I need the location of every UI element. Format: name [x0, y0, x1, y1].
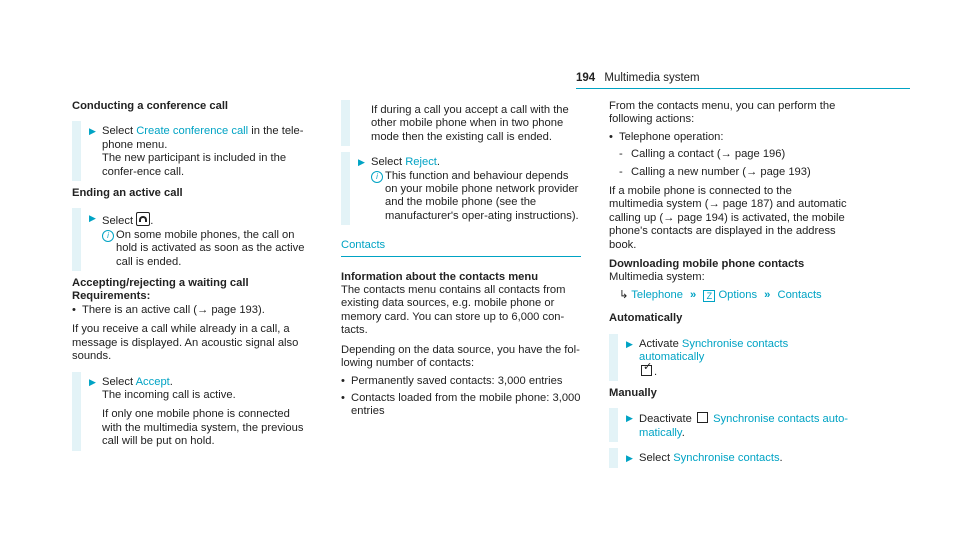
step-text: in the tele-phone menu.: [102, 125, 304, 151]
requirement-text: There is an active call (: [82, 303, 198, 316]
dash-text: Calling a new number (: [631, 165, 747, 178]
step-end-call: ▶ Select . i On some mobile phones, the call on hold is activated as soon as the active call is ended.: [72, 212, 312, 269]
arrow-ref-icon: →: [663, 211, 678, 224]
path-options[interactable]: Options: [718, 288, 758, 301]
sync-contacts-link[interactable]: Synchronise contacts: [673, 452, 780, 465]
section-title-contacts: Contacts: [341, 239, 386, 252]
heading-requirements: Requirements:: [72, 290, 151, 303]
header-divider: [576, 88, 910, 89]
create-conference-call-link[interactable]: Create conference call: [136, 125, 249, 138]
step-accept: ▶ Select Accept. The incoming call is active. If only one mobile phone is connected with the multimedia system, the previous call will be put on hold.: [72, 376, 312, 449]
step-text: Select: [639, 452, 671, 465]
step-create-conference: [72, 125, 312, 179]
info-icon: i: [371, 171, 383, 183]
note: [102, 229, 312, 269]
step-arrow-icon: ▶: [626, 338, 633, 349]
step-arrow-icon: ▶: [626, 453, 633, 464]
page-ref-link[interactable]: page 193): [760, 165, 811, 178]
bullet-saved-contacts: • Permanently saved contacts: 3,000 entries: [341, 375, 581, 388]
column-3: [609, 100, 849, 466]
step-text: Select: [371, 156, 403, 169]
chevron-right-icon: »: [690, 288, 697, 301]
step-arrow-icon: ▶: [89, 126, 96, 137]
bullet-telephone-operation: • Telephone operation:: [609, 131, 849, 144]
options-icon[interactable]: Z: [703, 290, 715, 302]
step-text: Select: [102, 375, 134, 388]
heading-info-contacts: Information about the contacts menu: [341, 270, 539, 283]
page-header-title: Multimedia system: [604, 72, 700, 84]
heading-automatically: Automatically: [609, 312, 683, 325]
sync-contacts-auto-link[interactable]: Synchronise contacts automatically: [639, 337, 789, 364]
step-sync-contacts: ▶ Select Synchronise contacts.: [609, 452, 849, 465]
step-text: Select: [102, 125, 134, 138]
checkbox-checked-icon[interactable]: [641, 365, 652, 376]
step-arrow-icon: ▶: [626, 413, 633, 424]
note: [371, 170, 581, 224]
path-contacts[interactable]: Contacts: [777, 288, 822, 301]
heading-ending: Ending an active call: [72, 187, 183, 200]
reject-link[interactable]: Reject: [405, 156, 437, 169]
section-divider: [341, 256, 581, 257]
column-2: [341, 100, 581, 419]
path-telephone[interactable]: Telephone: [631, 288, 683, 301]
arrow-ref-icon: →: [708, 198, 723, 211]
heading-downloading: Downloading mobile phone contacts: [609, 258, 805, 271]
step-description: The new participant is included in the confer-ence call.: [102, 152, 287, 178]
path-start-icon: ↳: [619, 288, 629, 301]
info-paragraph: The contacts menu contains all contacts from existing data sources, e.g. mobile phone or memory card. You can store up to 6,000 con-tacts.: [341, 284, 566, 337]
step-deactivate-sync: ▶ Deactivate Synchronise contacts auto-matically.: [609, 412, 849, 440]
step-text: Select: [102, 215, 134, 228]
step-reject: ▶ Select Reject. i This function and behaviour depends on your mobile phone network provider and the mobile phone (see the manufacturer's oper-ating instructions).: [341, 156, 581, 223]
heading-accepting: Accepting/rejecting a waiting call: [72, 277, 249, 290]
paragraph-reject-intro: If during a call you accept a call with the other mobile phone when in two phone mode then the existing call is ended.: [371, 104, 569, 143]
menu-path: [609, 289, 849, 302]
page-ref-link[interactable]: page 193).: [211, 303, 265, 316]
arrow-ref-icon: →: [746, 165, 761, 178]
page-header: [576, 72, 700, 85]
checkbox-unchecked-icon[interactable]: [697, 412, 708, 423]
step-text: Activate: [639, 337, 679, 350]
arrow-ref-icon: →: [197, 303, 212, 316]
step-activate-sync: ▶ Activate Synchronise contacts automatically ✓.: [609, 338, 849, 379]
bullet-loaded-contacts: • Contacts loaded from the mobile phone: 3,000 entries: [341, 392, 581, 419]
paragraph-receive: If you receive a call while already in a call, a message is displayed. An acoustic signal also sounds.: [72, 323, 299, 363]
dash-text: Calling a contact (: [631, 148, 721, 161]
multimedia-label: Multimedia system:: [609, 271, 705, 284]
step-arrow-icon: ▶: [358, 157, 365, 168]
sync-contacts-auto-link[interactable]: Synchronise contacts auto-matically: [639, 413, 849, 439]
note-text: On some mobile phones, the call on hold is activated as soon as the active call is ended.: [116, 228, 305, 268]
note-text: This function and behaviour depends on your mobile phone network provider and the mobile phone (see the manufacturer's oper-ating instructions).: [385, 169, 579, 222]
info-paragraph: Depending on the data source, you have the fol-lowing number of contacts:: [341, 343, 580, 370]
chevron-right-icon: »: [764, 288, 771, 301]
info-icon: i: [102, 230, 114, 242]
paragraph-connected: [609, 185, 849, 252]
step-continued: [341, 104, 581, 144]
column-1: [72, 100, 312, 449]
page-ref-link[interactable]: page 194) is activated, the mobile phone's contacts are displayed in the address book.: [609, 211, 845, 251]
paragraph-text: If a mobile phone is connected to the multimedia system (: [609, 185, 792, 211]
step-arrow-icon: ▶: [89, 376, 96, 387]
step-arrow-icon: ▶: [89, 213, 96, 224]
step-description: The incoming call is active.: [102, 388, 236, 401]
page-number: 194: [576, 72, 596, 84]
paragraph-intro: From the contacts menu, you can perform the following actions:: [609, 100, 836, 126]
page-ref-link[interactable]: page 187) and automatic calling up (: [609, 198, 847, 224]
heading-conference: Conducting a conference call: [72, 100, 229, 112]
page-ref-link[interactable]: page 196): [734, 148, 786, 161]
heading-manually: Manually: [609, 386, 657, 399]
arrow-ref-icon: →: [720, 148, 735, 161]
step-description: If only one mobile phone is connected with the multimedia system, the previous call will be put on hold.: [102, 408, 304, 448]
step-text: Deactivate: [639, 413, 692, 426]
accept-link[interactable]: Accept: [135, 375, 170, 388]
phone-hangup-icon[interactable]: [136, 212, 150, 226]
